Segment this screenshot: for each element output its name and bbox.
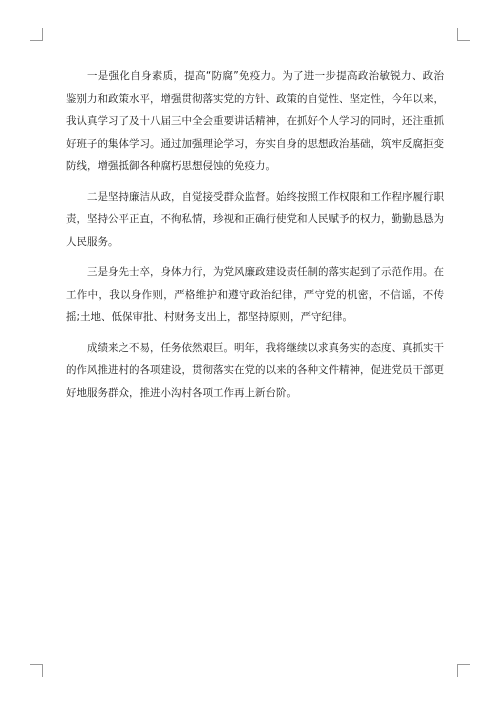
paragraph-3: 三是身先士卒，身体力行，为党风廉政建设责任制的落实起到了示范作用。在工作中，我以身作则，严格维护和遵守政治纪律，严守党的机密，不信谣，不传摇;土地、低保审批、村财务支出上，都坚持原则，严守纪律。 [66,266,444,323]
document-body [66,65,444,412]
crop-mark-top-right [457,28,470,41]
paragraph-1: 一是强化自身素质，提高“防腐”免疫力。为了进一步提高政治敏锐力、政治鉴别力和政策水平，增强贯彻落实党的方针、政策的自觉性、坚定性，今年以来，我认真学习了及十八届三中全会重要讲话精神，在抓好个人学习的同时，还注重抓好班子的集体学习。通过加强理论学习，夯实自身的思想政治基础，筑牢反腐拒变防线，增强抵御各种腐朽思想侵蚀的免疫力。 [66,70,444,172]
crop-mark-bottom-right [457,664,470,677]
paragraph-2: 二是坚持廉洁从政，自觉接受群众监督。始终按照工作权限和工作程序履行职责，坚持公平正直，不徇私情，珍视和正确行使党和人民赋予的权力，勤勤恳恳为人民服务。 [66,190,444,248]
crop-mark-bottom-left [30,664,43,677]
crop-mark-top-left [30,28,43,41]
paragraph-4: 成绩来之不易，任务依然艰巨。明年，我将继续以求真务实的态度、真抓实干的作风推进村的各项建设，贯彻落实在党的以来的各种文件精神，促进党员干部更好地服务群众，推进小沟村各项工作再上新台阶。 [66,341,444,399]
